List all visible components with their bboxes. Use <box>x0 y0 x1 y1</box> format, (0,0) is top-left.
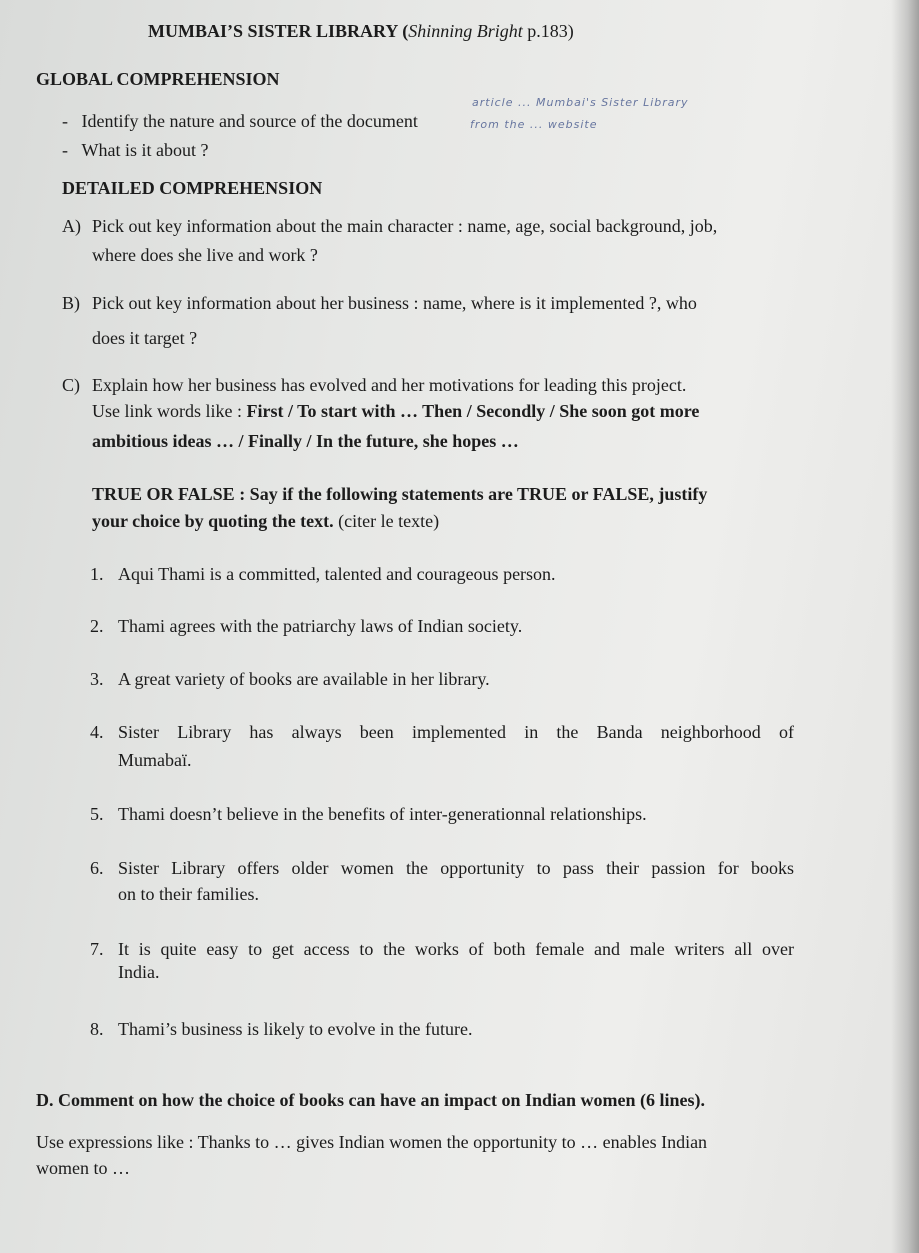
statement-6-number: 6. <box>90 858 104 878</box>
statement-4-line2: Mumabaï. <box>118 750 192 770</box>
question-a-line1: Pick out key information about the main character : name, age, social background, job, <box>92 216 718 236</box>
question-c-line3: ambitious ideas … / Finally / In the future, she hopes … <box>92 431 519 451</box>
true-false-instructions-line2: your choice by quoting the text. (citer le texte) <box>92 511 440 531</box>
section-d-line1: Use expressions like : Thanks to … gives Indian women the opportunity to … enables Indian <box>36 1132 708 1152</box>
global-comprehension-heading: GLOBAL COMPREHENSION <box>36 69 280 89</box>
statement-3-number: 3. <box>90 669 104 689</box>
statement-4-line1: Sister Library has always been implemented in the Banda neighborhood of <box>118 722 794 742</box>
statement-7-number: 7. <box>90 939 104 959</box>
question-c-line1: Explain how her business has evolved and her motivations for leading this project. <box>92 375 687 395</box>
statement-8-number: 8. <box>90 1019 104 1039</box>
question-b-line2: does it target ? <box>92 328 198 348</box>
statement-7-line1: It is quite easy to get access to the works of both female and male writers all over <box>118 939 794 959</box>
global-q2: - What is it about ? <box>62 140 209 160</box>
statement-3: A great variety of books are available in her library. <box>118 669 490 689</box>
statement-6-line2: on to their families. <box>118 884 259 904</box>
statement-4-number: 4. <box>90 722 104 742</box>
statement-2: Thami agrees with the patriarchy laws of Indian society. <box>118 616 523 636</box>
detailed-comprehension-heading: DETAILED COMPREHENSION <box>62 178 323 198</box>
statement-1-number: 1. <box>90 564 104 584</box>
statement-8: Thami’s business is likely to evolve in the future. <box>118 1019 473 1039</box>
question-c-label: C) <box>62 375 80 395</box>
statement-2-number: 2. <box>90 616 104 636</box>
handwritten-answer-line2: from the ... website <box>470 118 598 131</box>
statement-6-line1: Sister Library offers older women the opportunity to pass their passion for books <box>118 858 794 878</box>
true-false-instructions-line1: TRUE OR FALSE : Say if the following statements are TRUE or FALSE, justify <box>92 484 708 504</box>
statement-5-number: 5. <box>90 804 104 824</box>
global-q1: - Identify the nature and source of the document <box>62 111 418 131</box>
handwritten-answer-line1: article ... Mumbai's Sister Library <box>472 96 689 109</box>
statement-1: Aqui Thami is a committed, talented and courageous person. <box>118 564 556 584</box>
statement-7-line2: India. <box>118 962 160 982</box>
question-c-line2: Use link words like : First / To start with … Then / Secondly / She soon got more <box>92 401 700 421</box>
question-a-label: A) <box>62 216 81 236</box>
question-b-label: B) <box>62 293 80 313</box>
question-a-line2: where does she live and work ? <box>92 245 318 265</box>
question-b-line1: Pick out key information about her business : name, where is it implemented ?, who <box>92 293 697 313</box>
section-d-line2: women to … <box>36 1158 130 1178</box>
statement-5: Thami doesn’t believe in the benefits of inter-generationnal relationships. <box>118 804 647 824</box>
page-title: MUMBAI’S SISTER LIBRARY (Shinning Bright p.183) <box>148 21 574 41</box>
page-shadow <box>891 0 919 1253</box>
section-d-heading: D. Comment on how the choice of books can have an impact on Indian women (6 lines). <box>36 1090 706 1110</box>
